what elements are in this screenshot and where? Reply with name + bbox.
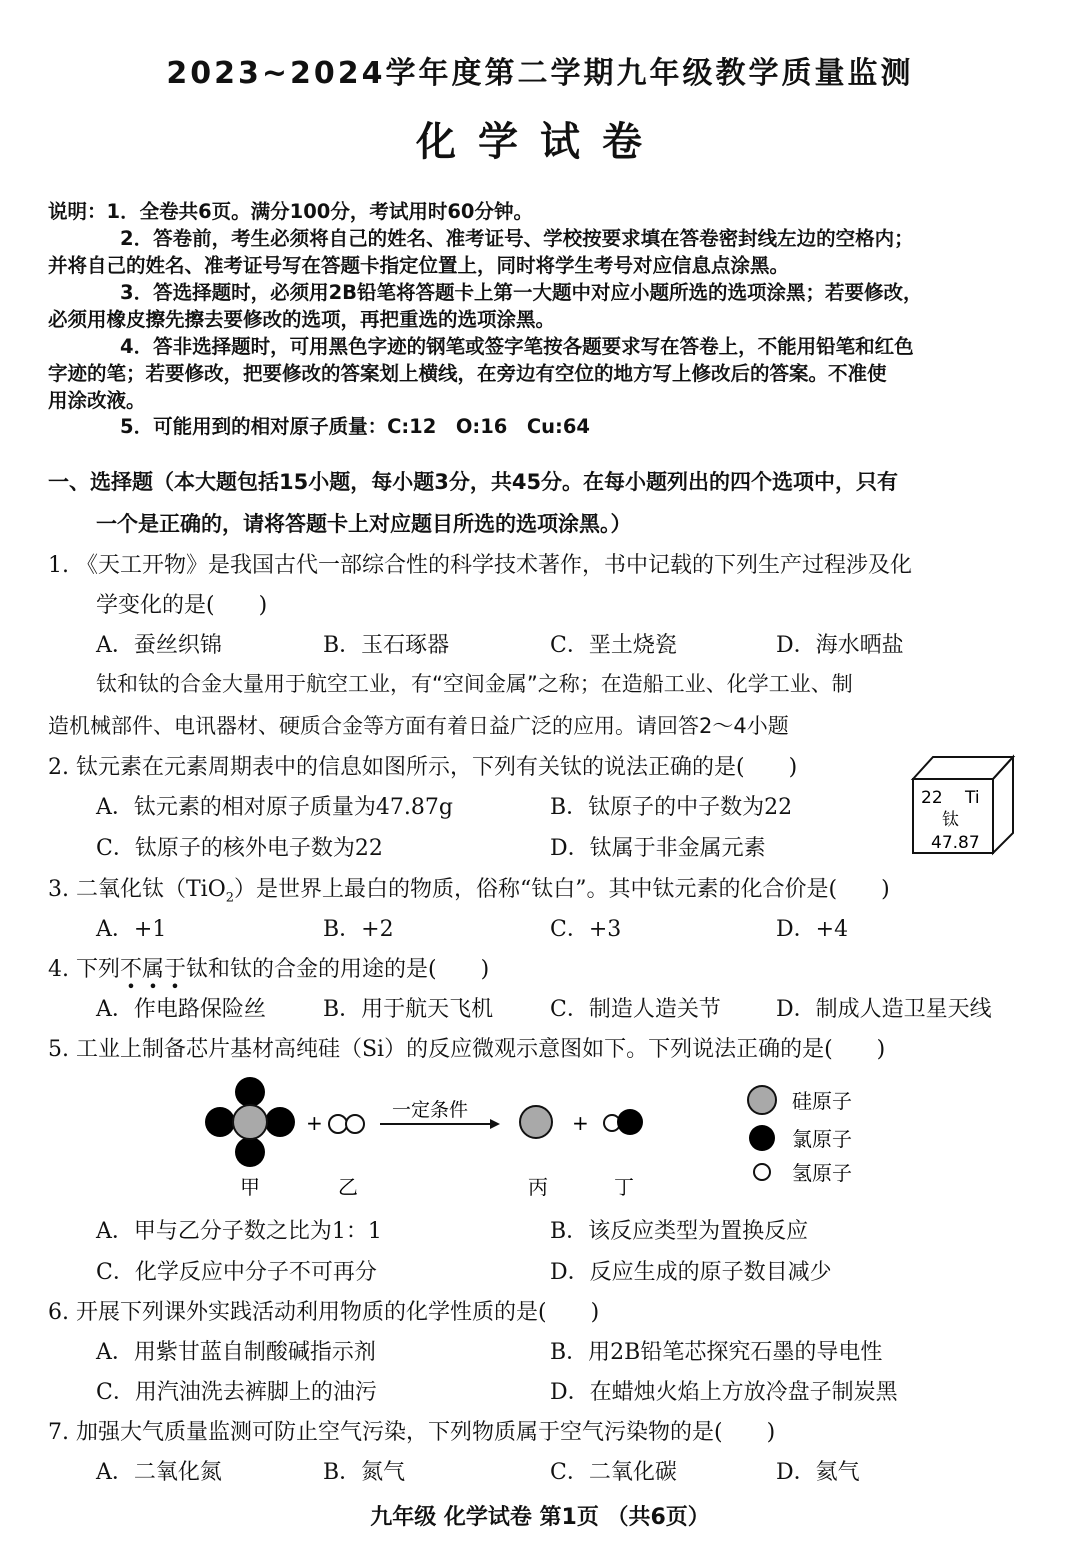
q1-option-b: B．玉石琢器 bbox=[323, 633, 450, 658]
instruction-line: 字迹的笔；若要修改，把要修改的答案划上横线，在旁边有空位的地方写上修改后的答案。不准使 bbox=[48, 362, 887, 385]
q4-option-a: A．作电路保险丝 bbox=[96, 997, 266, 1022]
label-bing: 丙 bbox=[528, 1175, 548, 1199]
q4-option-c: C．制造人造关节 bbox=[550, 997, 721, 1022]
question-2-stem: 2. 钛元素在元素周期表中的信息如图所示，下列有关钛的说法正确的是( ) bbox=[48, 755, 798, 780]
section-heading: 一、选择题（本大题包括15小题，每小题3分，共45分。在每小题列出的四个选项中，只有 bbox=[48, 470, 899, 494]
reaction-micro-diagram bbox=[190, 1072, 890, 1207]
question-5-stem: 5. 工业上制备芯片基材高纯硅（Si）的反应微观示意图如下。下列说法正确的是( ) bbox=[48, 1037, 886, 1062]
question-1-stem-cont: 学变化的是( ) bbox=[96, 593, 268, 618]
legend-hydrogen: 氢原子 bbox=[792, 1161, 852, 1185]
titanium-element-card bbox=[905, 753, 1020, 858]
reading-passage-cont: 造机械部件、电讯器材、硬质合金等方面有着日益广泛的应用。请回答2～4小题 bbox=[48, 714, 789, 738]
reading-passage: 钛和钛的合金大量用于航空工业，有“空间金属”之称；在造船工业、化学工业、制 bbox=[96, 672, 853, 696]
molecule-ding bbox=[604, 1109, 643, 1135]
molecule-yi bbox=[329, 1115, 364, 1133]
q5-option-b: B．该反应类型为置换反应 bbox=[550, 1219, 809, 1244]
label-ding: 丁 bbox=[614, 1175, 634, 1199]
q3-option-a: A．+1 bbox=[96, 917, 167, 942]
q6-option-c: C．用汽油洗去裤脚上的油污 bbox=[96, 1380, 377, 1405]
q2-option-d: D．钛属于非金属元素 bbox=[550, 836, 766, 861]
q5-option-d: D．反应生成的原子数目减少 bbox=[550, 1260, 832, 1285]
exam-header-title: 2023~2024学年度第二学期九年级教学质量监测 bbox=[166, 56, 914, 91]
emphasis-char: 不 bbox=[119, 957, 142, 982]
q3-option-d: D．+4 bbox=[776, 917, 849, 942]
question-3-stem: 3. 二氧化钛（TiO$_2$）是世界上最白的物质，俗称“钛白”。其中钛元素的化合价是( ) bbox=[48, 877, 890, 906]
section-heading-cont: 一个是正确的，请将答题卡上对应题目所选的选项涂黑。） bbox=[96, 512, 632, 536]
molecule-bing bbox=[520, 1106, 552, 1138]
legend-hydrogen-swatch bbox=[754, 1164, 770, 1180]
q2-option-b: B．钛原子的中子数为22 bbox=[550, 795, 793, 820]
reaction-condition: 一定条件 bbox=[392, 1099, 469, 1121]
plus-sign: + bbox=[306, 1111, 323, 1135]
q5-option-a: A．甲与乙分子数之比为1：1 bbox=[96, 1219, 382, 1244]
q6-option-b: B．用2B铅笔芯探究石墨的导电性 bbox=[550, 1340, 883, 1365]
q6-option-d: D．在蜡烛火焰上方放冷盘子制炭黑 bbox=[550, 1380, 898, 1405]
legend-silicon-swatch bbox=[748, 1086, 776, 1114]
q1-option-c: C．垩土烧瓷 bbox=[550, 633, 677, 658]
plus-sign: + bbox=[572, 1111, 589, 1135]
legend-chlorine-swatch bbox=[749, 1125, 775, 1151]
instruction-line: 3．答选择题时，必须用2B铅笔将答题卡上第一大题中对应小题所选的选项涂黑；若要修改， bbox=[120, 281, 923, 304]
molecule-jia bbox=[205, 1077, 295, 1167]
element-number: 22 bbox=[921, 788, 943, 808]
q4-option-b: B．用于航天飞机 bbox=[323, 997, 494, 1022]
q3-option-b: B．+2 bbox=[323, 917, 394, 942]
q2-option-a: A．钛元素的相对原子质量为47.87g bbox=[96, 795, 453, 820]
legend-silicon: 硅原子 bbox=[792, 1089, 852, 1113]
question-6-stem: 6. 开展下列课外实践活动利用物质的化学性质的是( ) bbox=[48, 1300, 600, 1325]
exam-subject-title: 化学试卷 bbox=[416, 119, 664, 165]
instruction-line: 4．答非选择题时，可用黑色字迹的钢笔或签字笔按各题要求写在答卷上，不能用铅笔和红色 bbox=[120, 335, 914, 358]
q7-option-b: B．氮气 bbox=[323, 1460, 406, 1485]
q5-option-c: C．化学反应中分子不可再分 bbox=[96, 1260, 377, 1285]
q1-option-d: D．海水晒盐 bbox=[776, 633, 904, 658]
element-mass: 47.87 bbox=[931, 833, 980, 853]
subscript-2: 2 bbox=[225, 890, 235, 906]
instruction-line: 2．答卷前，考生必须将自己的姓名、准考证号、学校按要求填在答卷密封线左边的空格内； bbox=[120, 227, 914, 250]
instruction-line: 用涂改液。 bbox=[48, 389, 146, 412]
question-4-stem: 4. 下列不属于钛和钛的合金的用途的是( ) bbox=[48, 957, 490, 982]
emphasis-char: 于 bbox=[164, 957, 187, 982]
instruction-line: 说明：1．全卷共6页。满分100分，考试用时60分钟。 bbox=[48, 200, 533, 223]
q7-option-a: A．二氧化氮 bbox=[96, 1460, 222, 1485]
q1-option-a: A．蚕丝织锦 bbox=[96, 633, 222, 658]
element-name: 钛 bbox=[942, 810, 959, 830]
q6-option-a: A．用紫甘蓝自制酸碱指示剂 bbox=[96, 1340, 376, 1365]
instruction-line: 并将自己的姓名、准考证号写在答题卡指定位置上，同时将学生考号对应信息点涂黑。 bbox=[48, 254, 790, 277]
question-1-stem: 1. 《天工开物》是我国古代一部综合性的科学技术著作，书中记载的下列生产过程涉及化 bbox=[48, 553, 912, 578]
label-jia: 甲 bbox=[240, 1175, 260, 1199]
question-7-stem: 7. 加强大气质量监测可防止空气污染，下列物质属于空气污染物的是( ) bbox=[48, 1420, 776, 1445]
instruction-line: 必须用橡皮擦先擦去要修改的选项，再把重选的选项涂黑。 bbox=[48, 308, 556, 331]
q7-option-d: D．氦气 bbox=[776, 1460, 860, 1485]
instruction-line: 5．可能用到的相对原子质量：C:12 O:16 Cu:64 bbox=[120, 415, 590, 438]
emphasis-char: 属 bbox=[142, 957, 165, 982]
q4-option-d: D．制成人造卫星天线 bbox=[776, 997, 992, 1022]
q3-option-c: C．+3 bbox=[550, 917, 622, 942]
q2-option-c: C．钛原子的核外电子数为22 bbox=[96, 836, 383, 861]
page-footer: 九年级 化学试卷 第1页 （共6页） bbox=[370, 1505, 710, 1530]
element-symbol: Ti bbox=[965, 788, 980, 808]
legend-chlorine: 氯原子 bbox=[792, 1127, 852, 1151]
q7-option-c: C．二氧化碳 bbox=[550, 1460, 677, 1485]
label-yi: 乙 bbox=[338, 1175, 358, 1199]
